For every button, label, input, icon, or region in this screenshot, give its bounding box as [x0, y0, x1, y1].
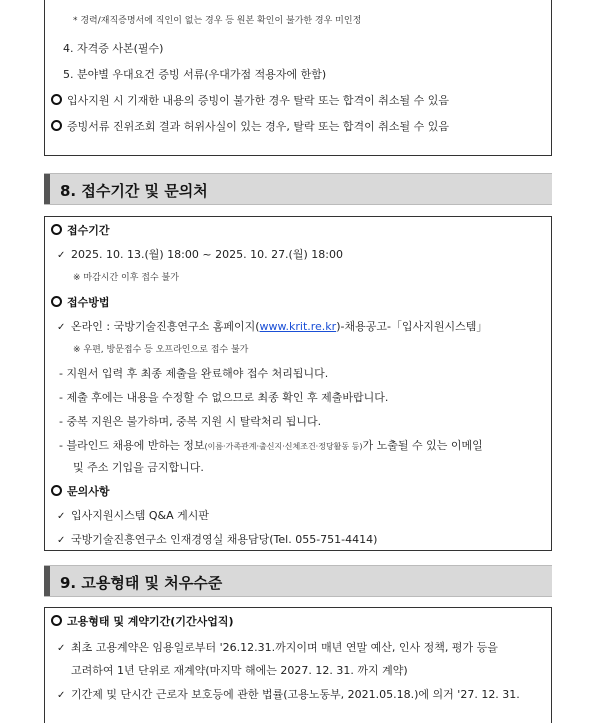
check-icon: ✓	[57, 643, 66, 654]
method-note: ※ 우편, 방문접수 등 오프라인으로 접수 불가	[73, 345, 249, 355]
circle-bullet-icon	[51, 224, 62, 235]
homepage-link[interactable]: www.krit.re.kr	[259, 320, 337, 333]
method-dash-1: - 지원서 입력 후 최종 제출을 완료해야 접수 처리됩니다.	[59, 367, 329, 380]
warning-item-2	[51, 118, 449, 134]
inquiry-item-2: ✓ 국방기술진흥연구소 인재경영실 채용담당(Tel. 055-751-4414)	[57, 533, 378, 546]
circle-bullet-icon	[51, 485, 62, 496]
employment-item-1: ✓ 최초 고용계약은 임용일로부터 '26.12.31.까지이며 매년 연말 예산, 인사 정책, 평가 등을	[57, 641, 498, 654]
method-dash-3: - 중복 지원은 불가하며, 중복 지원 시 탈락처리 됩니다.	[59, 415, 322, 428]
method-dash-4: - 블라인드 채용에 반하는 정보(이름·가족관계·출신지·신체조건·정당활동 등)가 노출될 수 있는 이메일	[59, 439, 483, 452]
inquiry-item-1: ✓ 입사지원시스템 Q&A 게시판	[57, 509, 210, 522]
check-icon: ✓	[57, 511, 66, 522]
circle-bullet-icon	[51, 94, 62, 105]
period-note: ※ 마감시간 이후 접수 불가	[73, 273, 179, 283]
employment-item-2: ✓ 기간제 및 단시간 근로자 보호등에 관한 법률(고용노동부, 2021.05.18.)에 의거 '27. 12. 31.	[57, 688, 520, 701]
circle-bullet-icon	[51, 120, 62, 131]
circle-bullet-icon	[51, 296, 62, 307]
section-9-title: 9. 고용형태 및 처우수준	[60, 574, 223, 592]
section-8-header	[44, 173, 552, 205]
check-icon: ✓	[57, 322, 66, 333]
section-9-box	[44, 607, 552, 723]
proof-note: * 경력/재직증명서에 직인이 없는 경우 등 원본 확인이 불가한 경우 미인정	[73, 16, 362, 26]
method-heading: 접수방법	[51, 294, 110, 310]
circle-bullet-icon	[51, 615, 62, 626]
requirements-box	[44, 0, 552, 156]
inquiry-heading: 문의사항	[51, 483, 110, 499]
method-dash-2: - 제출 후에는 내용을 수정할 수 없으므로 최종 확인 후 제출바랍니다.	[59, 391, 389, 404]
method-online: ✓ 온라인 : 국방기술진흥연구소 홈페이지(www.krit.re.kr)-채용공고-「입사지원시스템」	[57, 320, 488, 333]
method-dash-4-cont: 및 주소 기입을 금지합니다.	[73, 461, 204, 474]
check-icon: ✓	[57, 535, 66, 546]
warning-item-1	[51, 92, 449, 108]
warning-text-2: 증빙서류 진위조회 결과 허위사실이 있는 경우, 탈락 또는 합격이 취소될 수 있음	[67, 120, 449, 133]
section-8-title: 8. 접수기간 및 문의처	[60, 182, 208, 200]
check-icon: ✓	[57, 250, 66, 261]
section-9-header	[44, 565, 552, 597]
employment-heading: 고용형태 및 계약기간(기간사업직)	[51, 613, 233, 629]
period-value: ✓ 2025. 10. 13.(월) 18:00 ~ 2025. 10. 27.(월) 18:00	[57, 248, 343, 261]
check-icon: ✓	[57, 690, 66, 701]
item-preference-docs: 5. 분야별 우대요건 증빙 서류(우대가점 적용자에 한함)	[63, 68, 327, 81]
warning-text-1: 입사지원 시 기재한 내용의 증빙이 불가한 경우 탈락 또는 합격이 취소될 수 있음	[67, 94, 449, 107]
employment-item-1-cont: 고려하여 1년 단위로 재계약(마지막 해에는 2027. 12. 31. 까지 계약)	[71, 664, 408, 677]
header-accent-bar	[44, 174, 50, 204]
period-heading: 접수기간	[51, 222, 110, 238]
item-license: 4. 자격증 사본(필수)	[63, 42, 164, 55]
header-accent-bar	[44, 566, 50, 596]
section-8-box	[44, 216, 552, 551]
